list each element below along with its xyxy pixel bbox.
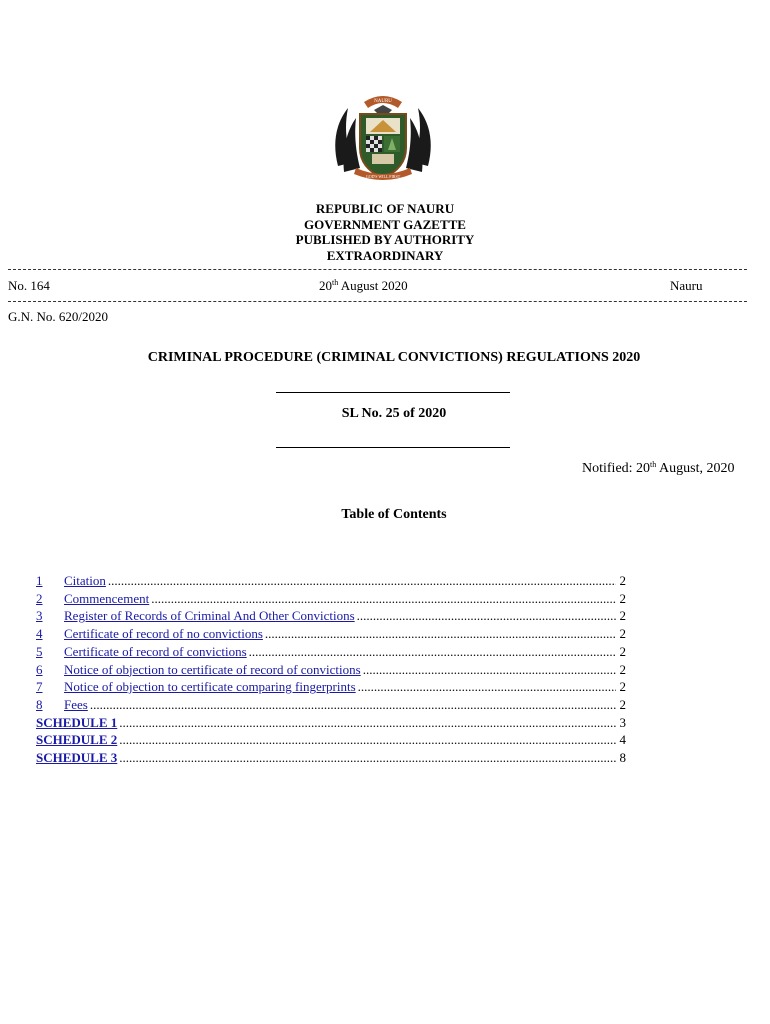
- toc-entry-link[interactable]: Citation: [64, 573, 106, 588]
- toc-entry-number-link[interactable]: 7: [36, 679, 43, 695]
- toc-leader-dots: [265, 625, 616, 643]
- toc-entry: [36, 714, 626, 732]
- toc-leader-dots: [363, 661, 616, 679]
- toc-entry-link[interactable]: Fees: [64, 696, 88, 712]
- toc-page-number: 2: [619, 626, 626, 642]
- toc-leader-dots: [119, 731, 616, 749]
- coat-of-arms-emblem: [330, 88, 436, 188]
- masthead-line: PUBLISHED BY AUTHORITY: [295, 232, 475, 247]
- toc-page-number: 2: [619, 590, 626, 606]
- toc-leader-dots: [90, 696, 616, 714]
- divider: [8, 269, 747, 270]
- toc-page-number: 2: [619, 696, 626, 712]
- toc-leader-dots: [151, 590, 616, 608]
- toc-entry-link[interactable]: SCHEDULE 2: [36, 732, 118, 748]
- issue-number: No. 164: [8, 278, 50, 293]
- toc-entry-link[interactable]: SCHEDULE 1: [36, 714, 118, 730]
- toc-entry: [36, 696, 626, 714]
- toc-leader-dots: [119, 714, 616, 732]
- issue-date: 20th August 2020: [319, 278, 408, 293]
- masthead-line: EXTRAORDINARY: [326, 247, 444, 263]
- notified-date: Notified: 20th August, 2020: [582, 460, 735, 476]
- sl-number: SL No. 25 of 2020: [341, 406, 447, 421]
- toc-entry-link[interactable]: Register of Records of Criminal And Other Convictions: [64, 608, 355, 624]
- toc-leader-dots: [358, 678, 616, 696]
- toc-page-number: 2: [619, 573, 626, 588]
- divider: [276, 447, 510, 448]
- toc-page-number: 2: [619, 679, 626, 695]
- toc-entry-number-link[interactable]: 4: [36, 626, 43, 642]
- toc-page-number: 4: [619, 732, 626, 748]
- masthead-line: GOVERNMENT GAZETTE: [304, 216, 466, 232]
- toc-entry-link[interactable]: Notice of objection to certificate of record of convictions: [64, 661, 361, 677]
- toc-entry-link[interactable]: Certificate of record of no convictions: [64, 626, 263, 642]
- svg-text:GOD'S WILL FIRST: GOD'S WILL FIRST: [365, 174, 401, 179]
- toc-entry-number-link[interactable]: 3: [36, 608, 43, 624]
- issue-place: Nauru: [670, 278, 703, 293]
- toc-leader-dots: [108, 572, 616, 590]
- toc-leader-dots: [249, 643, 616, 661]
- toc-entry: [36, 661, 626, 679]
- toc-entry-number-link[interactable]: 5: [36, 643, 43, 659]
- toc-entry: [36, 643, 626, 661]
- gn-number: G.N. No. 620/2020: [8, 309, 109, 324]
- toc-entry-number-link[interactable]: 6: [36, 661, 43, 677]
- feather-icon: [406, 108, 431, 172]
- document-title: CRIMINAL PROCEDURE (CRIMINAL CONVICTIONS) REGULATIONS 2020: [147, 350, 641, 365]
- toc-page-number: 2: [619, 608, 626, 624]
- toc-entry-number-link[interactable]: 8: [36, 696, 43, 712]
- toc-page-number: 3: [619, 714, 626, 730]
- toc-entry-link[interactable]: Commencement: [64, 590, 150, 606]
- toc-entry-number-link[interactable]: 2: [36, 590, 43, 606]
- toc-entry-link[interactable]: Notice of objection to certificate comparing fingerprints: [64, 679, 356, 695]
- toc-entry: [36, 590, 626, 608]
- toc-entry-link[interactable]: SCHEDULE 3: [36, 750, 118, 765]
- divider: [8, 301, 747, 302]
- feather-icon: [335, 108, 360, 172]
- toc-entry-number-link[interactable]: 1: [36, 573, 43, 588]
- toc-heading: Table of Contents: [341, 507, 447, 522]
- toc-entry: [36, 607, 626, 625]
- svg-text:NAURU: NAURU: [374, 99, 392, 104]
- toc-leader-dots: [357, 607, 616, 625]
- toc-entry-link[interactable]: Certificate of record of convictions: [64, 643, 247, 659]
- toc-page-number: 2: [619, 643, 626, 659]
- toc-entry: [36, 731, 626, 749]
- toc-entry: [36, 678, 626, 696]
- toc-leader-dots: [119, 749, 616, 767]
- toc-page-number: 2: [619, 661, 626, 677]
- toc-page-number: 8: [619, 750, 626, 765]
- divider: [276, 392, 510, 393]
- toc-entry: [36, 625, 626, 643]
- masthead-line: REPUBLIC OF NAURU: [315, 201, 455, 216]
- toc-entry: [36, 749, 626, 767]
- toc-entry: [36, 572, 626, 590]
